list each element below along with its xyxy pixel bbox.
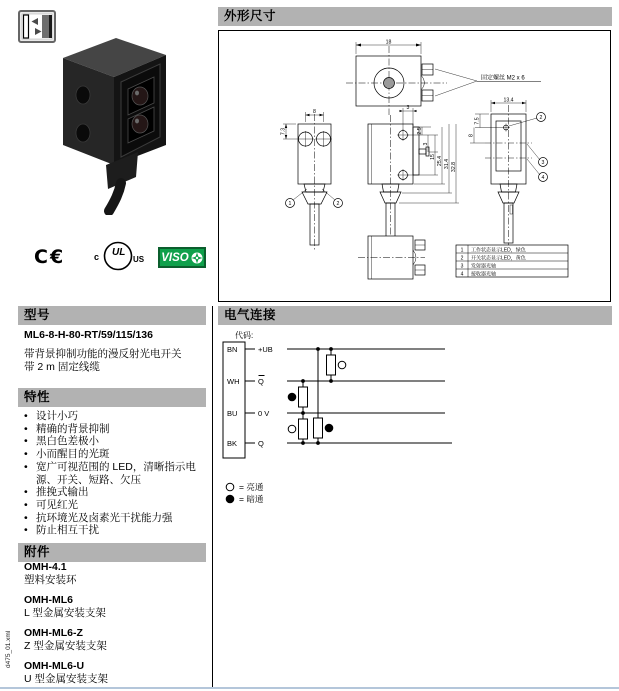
pin-wire-bn: BN (227, 345, 238, 354)
model-section-header: 型号 (18, 306, 206, 325)
legend-num: 3 (460, 263, 464, 270)
feature-item: • 精确的背景抑制 (22, 423, 204, 436)
legend-text: 工作状态显示LED，绿色 (471, 247, 526, 254)
accessory-model: OMH-ML6 (24, 594, 73, 606)
accessories-section-header: 附件 (18, 543, 206, 562)
legend-text: 发射器光轴 (471, 263, 497, 270)
legend-text: 接收器光轴 (471, 271, 497, 278)
feature-list (22, 410, 204, 537)
dim-lens-pitch: 8 (313, 109, 316, 115)
footer-rule (0, 687, 619, 689)
legend-text: 开关状态显示LED，黄色 (471, 255, 526, 262)
screw-label: 固定螺丝 M2 x 6 (481, 75, 525, 82)
accessory-desc: L 型金属安装支架 (24, 607, 106, 619)
dim-screw-offset-a: 2.5 (417, 127, 423, 135)
accessory-desc: 塑料安装环 (24, 574, 77, 586)
feature-item: • 设计小巧 (22, 410, 204, 423)
dimensions-section-header: 外形尺寸 (218, 7, 612, 26)
feature-item: • 抗环境光及卤素光干扰能力强 (22, 512, 204, 525)
dim-screw-offset-b: 3 (423, 142, 429, 146)
features-section-header: 特性 (18, 388, 206, 407)
legend-num: 4 (460, 271, 464, 278)
ul-c-letter: c (94, 252, 100, 262)
callout-2: 2 (336, 201, 340, 207)
accessory-model: OMH-4.1 (24, 561, 67, 573)
wiring-legend-light-on: = 亮通 (239, 482, 264, 492)
callout-2b: 2 (539, 115, 543, 121)
dim-led-offset: 7.5 (474, 117, 481, 125)
accessory-model: OMH-ML6-U (24, 660, 85, 672)
model-desc-line2: 带 2 m 固定线缆 (24, 361, 100, 373)
pin-wire-bu: BU (227, 409, 238, 418)
callout-4: 4 (541, 175, 545, 181)
feature-item: • 宽广可视范围的 LED，清晰指示电源、开关、短路、欠压 (22, 461, 204, 486)
dim-top-width: 18 (385, 39, 392, 46)
pin-wire-wh: WH (227, 377, 240, 386)
accessory-item (24, 594, 204, 620)
dimension-drawing (218, 30, 611, 302)
dim-side-width: 13.4 (503, 97, 514, 104)
ce-logo: C€ (34, 246, 66, 268)
feature-item: • 推挽式输出 (22, 486, 204, 499)
callout-3: 3 (541, 160, 545, 166)
dim-314: 31.4 (444, 158, 450, 170)
accessory-model: OMH-ML6-Z (24, 627, 83, 639)
ul-letters: UL (112, 247, 126, 258)
feature-item: • 可见红光 (22, 499, 204, 512)
dim-axis-pitch: 8 (468, 134, 475, 137)
legend-num: 1 (460, 247, 464, 254)
pin-signal-ub: +UB (258, 345, 273, 354)
ul-logo (90, 240, 146, 272)
ul-us-letters: US (133, 255, 145, 264)
model-number: ML6-8-H-80-RT/59/115/136 (24, 329, 153, 341)
accessory-desc: Z 型金属安装支架 (24, 640, 107, 652)
pin-signal-0v: 0 V (258, 409, 270, 418)
feature-item: • 防止相互干扰 (22, 524, 204, 537)
visolux-symbol-icon (191, 252, 203, 264)
feature-item: • 小而醒目的光斑 (22, 448, 204, 461)
wiring-code-label: 代码: (235, 331, 254, 340)
wiring-section-header: 电气连接 (218, 306, 612, 325)
accessory-list (24, 561, 204, 691)
document-reference: d475_01.xml (5, 630, 12, 668)
accessory-item (24, 660, 204, 686)
dim-screw-pitch: 15 (430, 154, 436, 160)
dim-nose-depth: 3 (406, 105, 410, 111)
dim-lens-offset: 7.3 (280, 127, 287, 136)
accessory-item (24, 561, 204, 587)
pin-wire-bk: BK (227, 439, 238, 448)
model-desc-line1: 带背景抑制功能的漫反射光电开关 (24, 348, 182, 360)
wiring-diagram (218, 330, 612, 515)
pin-signal-qbar: Q (258, 377, 264, 386)
accessory-item (24, 627, 204, 653)
pin-signal-q: Q (258, 439, 264, 448)
legend-num: 2 (460, 255, 464, 262)
feature-item: • 黑白色差极小 (22, 435, 204, 448)
dim-328: 32.8 (451, 161, 457, 173)
dim-254: 25.4 (437, 155, 443, 167)
accessory-desc: U 型金属安装支架 (24, 673, 108, 685)
column-divider (212, 306, 213, 687)
visolux-text: VISO (161, 251, 189, 264)
wiring-legend-dark-on: = 暗通 (239, 494, 264, 504)
callout-1: 1 (288, 201, 292, 207)
visolux-logo (158, 247, 206, 268)
product-photo (48, 33, 178, 215)
